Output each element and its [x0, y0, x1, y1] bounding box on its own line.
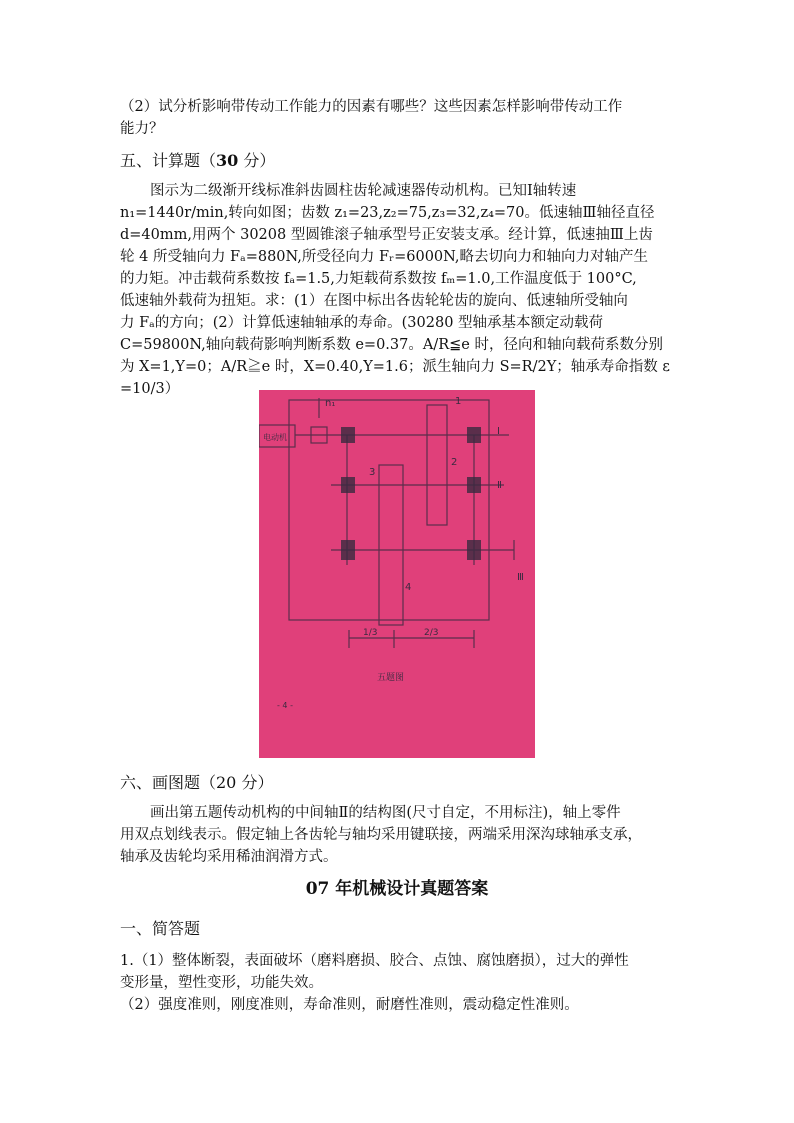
answer-title: 07 年机械设计真题答案	[305, 879, 489, 899]
p5-line-6: 低速轴外载荷为扭矩。求：(1）在图中标出各齿轮轮齿的旋向、低速轴所受轴向	[120, 293, 628, 309]
p6-line-3: 轴承及齿轮均采用稀油润滑方式。	[120, 849, 338, 865]
p5-line-10: =10/3）	[120, 381, 180, 397]
answer-line-2: 变形量，塑性变形，功能失效。	[120, 975, 323, 991]
answer-line-3: （2）强度准则，刚度准则，寿命准则，耐磨性准则，震动稳定性准则。	[120, 997, 579, 1013]
p5-line-5: 的力矩。冲击载荷系数按 fₐ=1.5,力矩载荷系数按 fₘ=1.0,工作温度低于 100°C,	[120, 271, 637, 287]
section-5-score: 30	[216, 151, 239, 170]
section-5-heading	[120, 150, 680, 172]
figure-background	[259, 390, 535, 758]
figure-gear-label-4: 4	[405, 582, 412, 593]
figure-dim-left: 1/3	[363, 628, 378, 638]
p6-line-2: 用双点划线表示。假定轴上各齿轮与轴均采用键联接，两端采用深沟球轴承支承，	[120, 827, 642, 843]
p5-line-3: d=40mm,用两个 30208 型圆锥滚子轴承型号正安装支承。经计算，低速抽Ⅲ上齿	[120, 227, 653, 243]
section-5-heading-tail: 分）	[238, 151, 276, 170]
figure-gear-label-1: 1	[455, 396, 462, 407]
p5-line-7: 力 Fₐ的方向；(2）计算低速轴轴承的寿命。(30280 型轴承基本额定动载荷	[120, 315, 604, 331]
gear-reducer-figure	[259, 390, 535, 758]
p5-line-4: 轮 4 所受轴向力 Fₐ=880N,所受径向力 Fᵣ=6000N,略去切向力和轴向力对轴产生	[120, 249, 649, 265]
answer-line-1: 1.（1）整体断裂，表面破坏（磨料磨损、胶合、点蚀、腐蚀磨损），过大的弹性	[120, 953, 629, 969]
p5-line-1: 图示为二级渐开线标准斜齿圆柱齿轮减速器传动机构。已知Ⅰ轴转速	[150, 183, 577, 199]
figure-page-mark: - 4 -	[277, 701, 293, 710]
figure-gear-label-2: 2	[451, 457, 458, 468]
section-1-heading: 一、简答题	[120, 919, 201, 938]
q2-line-2: 能力？	[120, 121, 164, 137]
figure-caption: 五题图	[377, 673, 405, 683]
q2-line-1: （2）试分析影响带传动工作能力的因素有哪些？这些因素怎样影响带传动工作	[120, 99, 623, 115]
figure-axis-label: n₁	[325, 398, 336, 409]
figure-gear-label-3: 3	[369, 467, 376, 478]
p6-line-1: 画出第五题传动机构的中间轴Ⅱ的结构图(尺寸自定，不用标注)，轴上零件	[150, 805, 621, 821]
figure-shaft-label-3: Ⅲ	[517, 572, 524, 583]
p5-line-9: 为 X=1,Y=0；A/R≧e 时，X=0.40,Y=1.6；派生轴向力 S=R/2Y；轴承寿命指数 ε	[120, 359, 670, 375]
p5-line-2: n₁=1440r/min,转向如图；齿数 z₁=23,z₂=75,z₃=32,z₄=70。低速轴Ⅲ轴径直径	[120, 205, 655, 221]
figure-shaft-label-2: Ⅱ	[497, 480, 502, 491]
p5-line-8: C=59800N,轴向载荷影响判断系数 e=0.37。A/R≦e 时，径向和轴向载荷系数分别	[120, 337, 663, 353]
figure-shaft-label-1: Ⅰ	[497, 426, 500, 437]
figure-motor-label: 电动机	[263, 433, 287, 442]
section-6-heading: 六、画图题（20 分）	[120, 773, 274, 792]
section-5-heading-text: 五、计算题（	[120, 151, 217, 170]
figure-dim-right: 2/3	[424, 628, 439, 638]
